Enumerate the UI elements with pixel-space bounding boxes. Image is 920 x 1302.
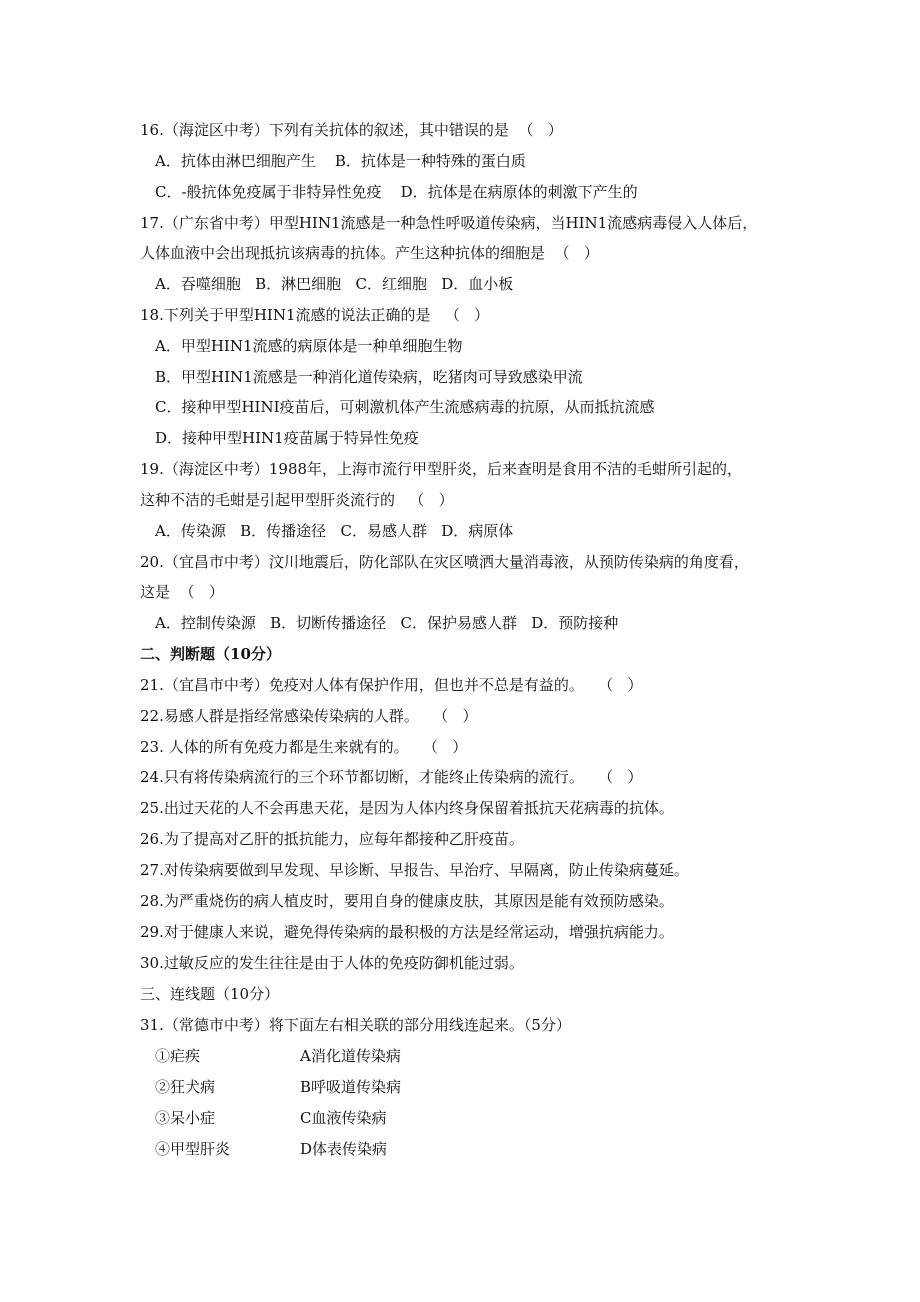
question-18-option-a: A．甲型HIN1流感的病原体是一种单细胞生物 xyxy=(155,337,463,355)
question-20-stem: 20.（宜昌市中考）汶川地震后，防化部队在灾区喷洒大量消毒液，从预防传染病的角度看， xyxy=(140,553,749,571)
question-16-options-ab: A．抗体由淋巴细胞产生 B．抗体是一种特殊的蛋白质 xyxy=(155,152,526,170)
judge-item-23: 23. 人体的所有免疫力都是生来就有的。 （ ） xyxy=(140,738,468,756)
section-3-title: 三、连线题（10分） xyxy=(140,985,280,1003)
question-18-stem: 18.下列关于甲型HIN1流感的说法正确的是 （ ） xyxy=(140,306,490,324)
question-18-option-b: B．甲型HIN1流感是一种消化道传染病，吃猪肉可导致感染甲流 xyxy=(155,368,583,386)
match-left-1: ①疟疾 xyxy=(155,1047,201,1065)
judge-item-25: 25.出过天花的人不会再患天花，是因为人体内终身保留着抵抗天花病毒的抗体。 xyxy=(140,799,674,817)
judge-item-24: 24.只有将传染病流行的三个环节都切断，才能终止传染病的流行。 （ ） xyxy=(140,768,643,786)
judge-item-27: 27.对传染病要做到早发现、早诊断、早报告、早治疗、早隔离，防止传染病蔓延。 xyxy=(140,861,689,879)
question-16-stem: 16.（海淀区中考）下列有关抗体的叙述，其中错误的是 （ ） xyxy=(140,121,563,139)
question-19-stem-cont: 这种不洁的毛蚶是引起甲型肝炎流行的 （ ） xyxy=(140,491,454,509)
question-18-option-d: D．接种甲型HIN1疫苗属于特异性免疫 xyxy=(155,429,419,447)
match-left-2: ②狂犬病 xyxy=(155,1078,216,1096)
question-19-options: A．传染源 B．传播途径 C．易感人群 D．病原体 xyxy=(155,522,514,540)
judge-item-26: 26.为了提高对乙肝的抵抗能力，应每年都接种乙肝疫苗。 xyxy=(140,830,524,848)
judge-item-28: 28.为严重烧伤的病人植皮时，要用自身的健康皮肤，其原因是能有效预防感染。 xyxy=(140,892,674,910)
question-31-stem: 31.（常德市中考）将下面左右相关联的部分用线连起来。（5分） xyxy=(140,1016,571,1034)
question-20-options: A．控制传染源 B．切断传播途径 C．保护易感人群 D．预防接种 xyxy=(155,614,619,632)
question-16-options-cd: C．-般抗体免疫属于非特异性免疫 D．抗体是在病原体的刺激下产生的 xyxy=(155,183,638,201)
question-20-stem-cont: 这是 （ ） xyxy=(140,583,224,601)
question-18-option-c: C．接种甲型HINI疫苗后，可刺激机体产生流感病毒的抗原，从而抵抗流感 xyxy=(155,398,655,416)
judge-item-30: 30.过敏反应的发生往往是由于人体的免疫防御机能过弱。 xyxy=(140,954,524,972)
match-right-a: A消化道传染病 xyxy=(300,1047,401,1065)
judge-item-22: 22.易感人群是指经常感染传染病的人群。 （ ） xyxy=(140,707,478,725)
section-2-title: 二、判断题（10分） xyxy=(140,645,281,663)
question-19-stem: 19.（海淀区中考）1988年，上海市流行甲型肝炎，后来查明是食用不洁的毛蚶所引起的， xyxy=(140,460,743,478)
question-17-stem-cont: 人体血液中会出现抵抗该病毒的抗体。产生这种抗体的细胞是 （ ） xyxy=(140,244,599,262)
judge-item-29: 29.对于健康人来说，避免得传染病的最积极的方法是经常运动，增强抗病能力。 xyxy=(140,923,674,941)
match-right-c: C血液传染病 xyxy=(300,1109,387,1127)
match-left-3: ③呆小症 xyxy=(155,1109,216,1127)
match-left-4: ④甲型肝炎 xyxy=(155,1140,231,1158)
judge-item-21: 21.（宜昌市中考）免疫对人体有保护作用，但也并不总是有益的。 （ ） xyxy=(140,676,643,694)
match-right-d: D体表传染病 xyxy=(300,1140,388,1158)
match-right-b: B呼吸道传染病 xyxy=(300,1078,402,1096)
question-17-options: A．吞噬细胞 B．淋巴细胞 C．红细胞 D．血小板 xyxy=(155,275,514,293)
question-17-stem: 17.（广东省中考）甲型HIN1流感是一种急性呼吸道传染病，当HIN1流感病毒侵入人体后， xyxy=(140,214,758,232)
